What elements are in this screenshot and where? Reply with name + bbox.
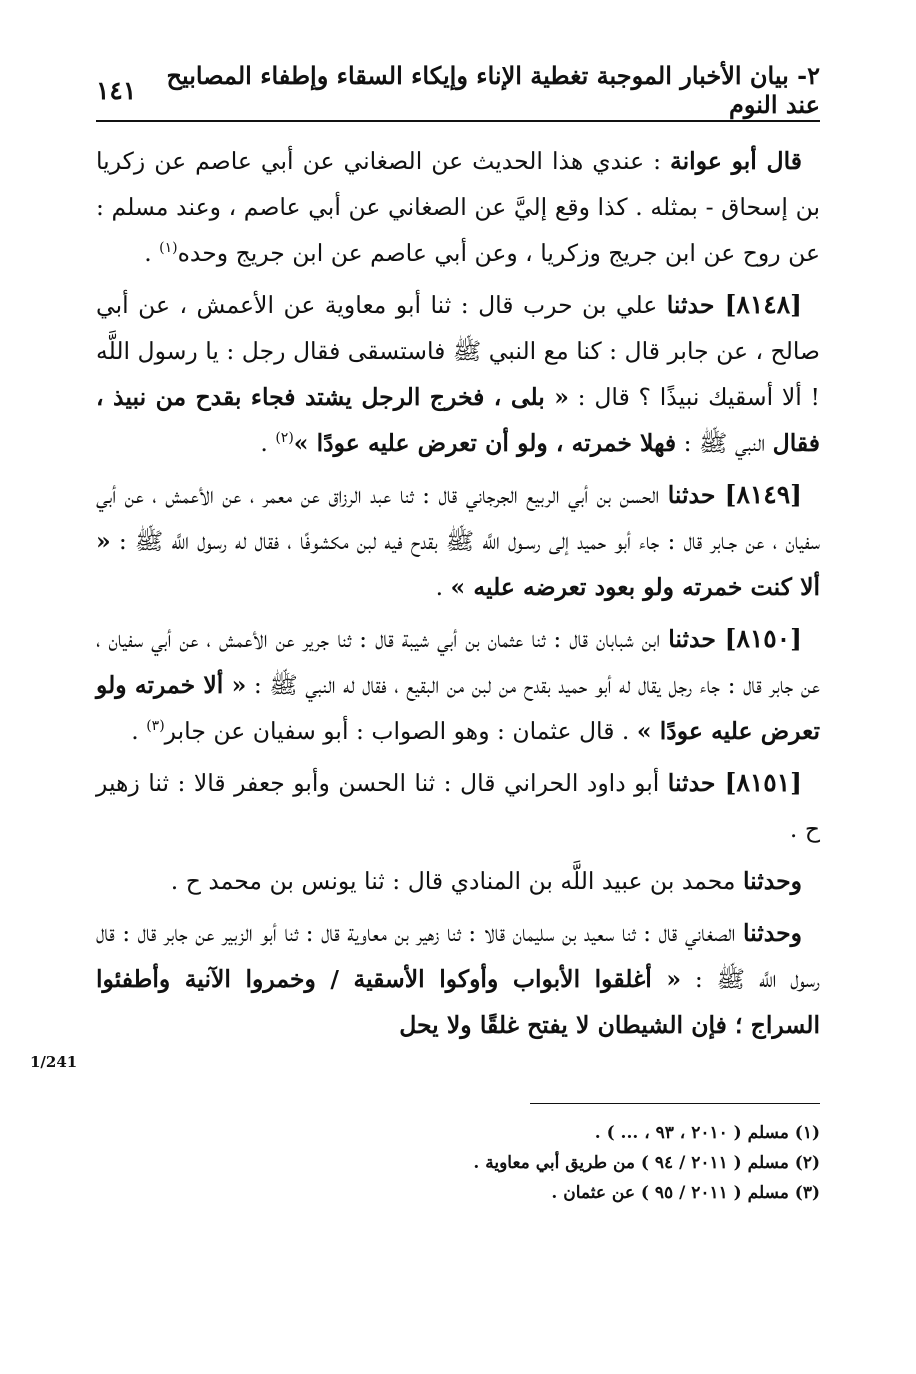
narrator-lead: قال أبو عوانة (670, 147, 803, 175)
quote-text: فهلا خمرته ، ولو أن تعرض عليه عودًا » (293, 429, 677, 457)
chapter-title: ٢- بيان الأخبار الموجبة تغطية الإناء وإيكاء السقاء وإطفاء المصابيح عند النوم (166, 61, 820, 119)
paragraph-text: أبو داود الحراني قال : ثنا الحسن وأبو جعفر قالا : ثنا زهير ح . (96, 769, 820, 843)
footnote-1: (١) مسلم ( ٢٠١٠ ، ٩٣ ، ... ) . (594, 1123, 820, 1143)
quote-text: « أغلقوا الأبواب وأوكوا الأسقية / وخمروا الآنية وأطفئوا السراج ؛ فإن الشيطان لا يفتح غلقًا ولا يحل (96, 965, 820, 1039)
narrator-lead: حدثنا (667, 481, 725, 509)
footnote-ref[interactable]: (٣) (146, 718, 165, 735)
paragraph-text: ابن شبابان قال : ثنا عثمان بن أبي شيبة قال : ثنا جرير عن الأعمش ، عن أبي سفيان ، عن جابر قال : جاء رجل يقال له أبو حميد بقدح من لبن من البقيع ، فقال له النبي ﷺ : (96, 625, 820, 699)
paragraph-text: : عندي هذا الحديث عن الصغاني عن أبي عاصم عن زكريا بن إسحاق - بمثله . كذا وقع إليَّ عن الصغاني عن أبي عاصم ، وعند مسلم : عن روح عن ابن جريج وزكريا ، وعن أبي عاصم عن ابن جريج وحده (96, 147, 820, 267)
punctuation: . (131, 717, 147, 745)
footnote-3: (٣) مسلم ( ٢٠١١ / ٩٥ ) عن عثمان . (551, 1183, 820, 1203)
hadith-8148 (96, 282, 820, 466)
paragraph-1 (96, 138, 820, 276)
header-rule (96, 120, 820, 122)
footnote-2: (٢) مسلم ( ٢٠١١ / ٩٤ ) من طريق أبي معاوية . (473, 1153, 820, 1173)
quote-text: « ألا كنت خمرته ولو بعود تعرضه عليه » (96, 527, 820, 601)
main-text (96, 138, 820, 1048)
page-number: ١٤١ (96, 75, 137, 105)
narrator-lead: وحدثنا (742, 867, 802, 895)
quote-text: « ألا خمرته ولو تعرض عليه عودًا » (96, 671, 820, 745)
quote-text: « بلى ، فخرج الرجل يشتد فجاء بقدح من نبيذ ، فقال (96, 383, 820, 457)
hadith-number: [٨١٥١] (724, 768, 802, 797)
paragraph-text: . قال عثمان : وهو الصواب : أبو سفيان عن جابر (164, 717, 637, 745)
paragraph-text: الحسن بن أبي الربيع الجرجاني قال : ثنا عبد الرزاق عن معمر ، عن الأعمش ، عن أبي سفيان ، عن جـابر قال : جاء أبو حميد إلى رسـول اللَّه ﷺ بقدح فيه لبن مكشوفًا ، فقال له رسول اللَّه ﷺ : (96, 481, 820, 555)
footnotes (96, 1118, 820, 1208)
hadith-number: [٨١٤٨] (724, 290, 802, 319)
paragraph-text: الصغاني قال : ثنا سعيد بن سليمان قالا : ثنا زهير بن معاوية قال : ثنا أبو الزبير عن جابر قال : قال رسول اللَّه ﷺ : (96, 919, 820, 993)
paragraph-text: علي بن حرب قال : ثنا أبو معاوية عن الأعمش ، عن أبي صالح ، عن جابر قال : كنا مع النبي ﷺ فاستسقى فقال رجل : يا رسول اللَّه ! ألا أسقيك نبيذًا ؟ قال : (95, 291, 820, 411)
running-header (96, 61, 820, 119)
narrator-lead: حدثنا (666, 291, 725, 319)
punctuation: . (435, 573, 451, 601)
narrator-lead: وحدثنا (742, 919, 802, 947)
hadith-number: [٨١٥٠] (724, 624, 802, 653)
punctuation: . (144, 239, 160, 267)
footnote-ref[interactable]: (٢) (275, 430, 294, 447)
hadith-8151 (96, 760, 820, 852)
paragraph-text: محمد بن عبيد اللَّه بن المنادي قال : ثنا يونس بن محمد ح . (170, 867, 743, 895)
narrator-lead: حدثنا (668, 625, 725, 653)
footnote-rule (530, 1103, 820, 1104)
footnote-ref[interactable]: (١) (159, 240, 178, 257)
punctuation: . (260, 429, 276, 457)
hadith-8149 (96, 472, 820, 610)
paragraph-chain-3 (96, 910, 820, 1048)
hadith-8150 (96, 616, 820, 754)
narrator-lead: حدثنا (667, 769, 725, 797)
hadith-number: [٨١٤٩] (724, 480, 802, 509)
manuscript-folio-note: 1/241 (30, 1053, 78, 1071)
paragraph-text: النبي ﷺ : (676, 429, 773, 457)
paragraph-chain-2 (96, 858, 820, 904)
